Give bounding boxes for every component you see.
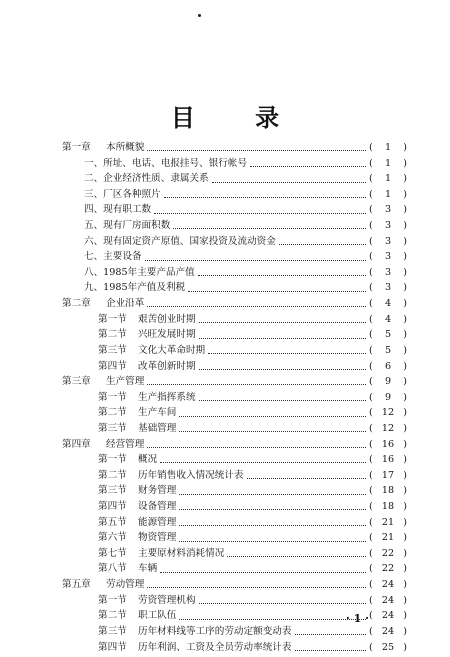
bracket-open: ( (369, 407, 373, 419)
toc-entry-label: 第三章 (62, 376, 91, 388)
toc-entry-page (369, 627, 407, 637)
toc-entry-label: 第六节 (98, 532, 127, 544)
toc-entry-page (369, 408, 407, 418)
bracket-open: ( (369, 641, 373, 653)
page-number-value: 1 (384, 157, 392, 169)
bracket-close: ) (403, 376, 407, 388)
toc-entry-page (369, 190, 407, 200)
toc-entry-title: 设备管理 (138, 501, 177, 513)
toc-entry-page (369, 159, 407, 169)
dot-leader (164, 197, 366, 198)
toc-entry-title: 改革创新时期 (138, 360, 196, 372)
dot-leader (198, 275, 366, 276)
toc-entry-title: 企业沿革 (106, 298, 145, 310)
page-number-value: 12 (381, 407, 395, 419)
bracket-open: ( (369, 469, 373, 481)
toc-entry-label: 第三节 (98, 485, 127, 497)
page-number-value: 9 (384, 376, 392, 388)
toc-entry-page (369, 143, 407, 153)
dot-leader (199, 369, 366, 370)
dot-leader (173, 228, 366, 229)
dot-leader (295, 634, 367, 635)
page-number-value: 1 (384, 173, 392, 185)
toc-entry-item (62, 156, 407, 172)
toc-entry-chapter (62, 374, 407, 390)
toc-entry-title: 八、1985年主要产品产值 (84, 266, 195, 278)
page-number-value: 5 (384, 329, 392, 341)
bracket-close: ) (403, 485, 407, 497)
toc-entry-item (62, 171, 407, 187)
bracket-close: ) (403, 438, 407, 450)
bracket-close: ) (403, 594, 407, 606)
toc-entry-title: 历年利润、工资及全员劳动率统计表 (138, 641, 292, 653)
toc-entry-label: 第一节 (98, 454, 127, 466)
toc-entry-title: 历年销售收入情况统计表 (138, 469, 244, 481)
dot-leader (179, 619, 366, 620)
dot-leader (179, 525, 366, 526)
bracket-close: ) (403, 298, 407, 310)
bracket-close: ) (403, 579, 407, 591)
toc-entry-item (62, 202, 407, 218)
toc-entry-section (62, 452, 407, 468)
dot-leader (147, 587, 366, 588)
bracket-close: ) (403, 344, 407, 356)
toc-entry-label: 第五章 (62, 579, 91, 591)
toc-entry-page (369, 596, 407, 606)
bracket-open: ( (369, 188, 373, 200)
toc-entry-page (369, 362, 407, 372)
toc-entry-section (62, 483, 407, 499)
bracket-close: ) (403, 422, 407, 434)
page-number-value: 18 (381, 501, 395, 513)
page-number-value: 4 (384, 313, 392, 325)
toc-entry-title: 三、厂区各种照片 (84, 188, 161, 200)
page-number-value: 3 (384, 251, 392, 263)
toc-entry-page (369, 174, 407, 184)
toc-entry-title: 能源管理 (138, 516, 177, 528)
bracket-open: ( (369, 563, 373, 575)
bracket-open: ( (369, 235, 373, 247)
page-number-value: 3 (384, 204, 392, 216)
bracket-close: ) (403, 251, 407, 263)
toc-entry-title: 物资管理 (138, 532, 177, 544)
page-number-value: 3 (384, 235, 392, 247)
dot-leader (212, 182, 366, 183)
toc-entry-chapter (62, 140, 407, 156)
page-number-value: 1 (384, 188, 392, 200)
toc-entry-title: 四、现有职工数 (84, 204, 152, 216)
toc-entry-page (369, 268, 407, 278)
toc-entry-title: 生产车间 (138, 407, 177, 419)
bracket-open: ( (369, 454, 373, 466)
page-number-value: 24 (381, 625, 395, 637)
bracket-open: ( (369, 391, 373, 403)
toc-entry-chapter (62, 296, 407, 312)
toc-entry-label: 第二节 (98, 469, 127, 481)
toc-entry-page (369, 486, 407, 496)
toc-entry-page (369, 205, 407, 215)
dot-leader (199, 338, 366, 339)
toc-entry-page (369, 440, 407, 450)
toc-entry-label: 第四节 (98, 501, 127, 513)
toc-entry-title: 历年材料线等工序的劳动定额变动表 (138, 625, 292, 637)
bracket-close: ) (403, 220, 407, 232)
dot-leader (179, 416, 366, 417)
toc-entry-label: 第二节 (98, 610, 127, 622)
toc-entry-page (369, 299, 407, 309)
toc-entry-section (62, 405, 407, 421)
toc-entry-section (62, 530, 407, 546)
ink-speck (198, 14, 201, 17)
toc-entry-title: 七、主要设备 (84, 251, 142, 263)
page-number-value: 5 (384, 344, 392, 356)
toc-entry-page (369, 471, 407, 481)
toc-entry-section (62, 327, 407, 343)
bracket-close: ) (403, 266, 407, 278)
toc-entry-title: 九、1985年产值及利税 (84, 282, 186, 294)
bracket-open: ( (369, 173, 373, 185)
toc-entry-page (369, 611, 407, 621)
bracket-close: ) (403, 157, 407, 169)
dot-leader (179, 509, 366, 510)
bracket-open: ( (369, 485, 373, 497)
bracket-open: ( (369, 532, 373, 544)
bracket-open: ( (369, 422, 373, 434)
toc-entry-title: 概况 (138, 454, 158, 466)
page-number-value: 25 (381, 641, 395, 653)
bracket-open: ( (369, 266, 373, 278)
bracket-close: ) (403, 329, 407, 341)
bracket-close: ) (403, 360, 407, 372)
toc-entry-label: 第三节 (98, 422, 127, 434)
page-number-value: 24 (381, 579, 395, 591)
page-number-value: 6 (384, 360, 392, 372)
toc-entry-section (62, 561, 407, 577)
toc-entry-section (62, 468, 407, 484)
bracket-close: ) (403, 469, 407, 481)
toc-entry-label: 第四章 (62, 438, 91, 450)
bracket-close: ) (403, 142, 407, 153)
toc-entry-section (62, 312, 407, 328)
toc-entry-item (62, 265, 407, 281)
toc-entry-title: 本所概貌 (106, 142, 145, 153)
toc-entry-page (369, 502, 407, 512)
bracket-open: ( (369, 610, 373, 622)
toc-entry-page (369, 455, 407, 465)
toc-entry-page (369, 424, 407, 434)
toc-entry-item (62, 218, 407, 234)
page-number-value: 4 (384, 298, 392, 310)
bracket-close: ) (403, 235, 407, 247)
bracket-close: ) (403, 532, 407, 544)
bracket-open: ( (369, 313, 373, 325)
dot-leader (208, 353, 366, 354)
toc-entry-label: 第一章 (62, 142, 91, 153)
bracket-close: ) (403, 516, 407, 528)
dot-leader (147, 150, 366, 151)
page-title: 目 录 (170, 103, 306, 132)
toc-entry-section (62, 640, 407, 656)
toc-entry-page (369, 643, 407, 653)
toc-entry-section (62, 515, 407, 531)
toc-entry-page (369, 549, 407, 559)
dot-leader (160, 572, 366, 573)
page-number-value: 3 (384, 220, 392, 232)
toc-entry-title: 二、企业经济性质、隶属关系 (84, 173, 209, 185)
toc-entry-item (62, 187, 407, 203)
bracket-open: ( (369, 376, 373, 388)
bracket-close: ) (403, 641, 407, 653)
page-number-value: 22 (381, 563, 395, 575)
page-number-value: 21 (381, 516, 395, 528)
toc-entry-chapter (62, 577, 407, 593)
toc-entry-label: 第四节 (98, 641, 127, 653)
toc-entry-section (62, 499, 407, 515)
toc-entry-page (369, 221, 407, 231)
bracket-close: ) (403, 173, 407, 185)
bracket-close: ) (403, 454, 407, 466)
toc-entry-title: 劳资管理机构 (138, 594, 196, 606)
page-number-value: 24 (381, 610, 395, 622)
bracket-open: ( (369, 220, 373, 232)
bracket-open: ( (369, 594, 373, 606)
bracket-close: ) (403, 547, 407, 559)
bracket-open: ( (369, 298, 373, 310)
bracket-close: ) (403, 625, 407, 637)
dot-leader (154, 213, 366, 214)
toc-entry-item (62, 249, 407, 265)
toc-entry-page (369, 533, 407, 543)
toc-entry-chapter (62, 437, 407, 453)
page-number-value: 3 (384, 266, 392, 278)
bracket-open: ( (369, 360, 373, 372)
toc-entry-section (62, 546, 407, 562)
page-number-value: 21 (381, 532, 395, 544)
toc-entry-label: 第四节 (98, 360, 127, 372)
bracket-close: ) (403, 204, 407, 216)
bracket-close: ) (403, 391, 407, 403)
toc-entry-title: 兴旺发展时期 (138, 329, 196, 341)
dot-leader (295, 650, 367, 651)
bracket-close: ) (403, 282, 407, 294)
toc-entry-page (369, 518, 407, 528)
toc-entry-title: 主要原材料消耗情况 (138, 547, 225, 559)
toc-entry-title: 一、所址、电话、电报挂号、银行帐号 (84, 157, 248, 169)
toc-entry-label: 第二章 (62, 298, 91, 310)
bracket-open: ( (369, 501, 373, 513)
toc-entry-section (62, 343, 407, 359)
bracket-close: ) (403, 563, 407, 575)
toc-entry-section (62, 390, 407, 406)
bracket-open: ( (369, 516, 373, 528)
bracket-open: ( (369, 547, 373, 559)
toc-entry-title: 艰苦创业时期 (138, 313, 196, 325)
toc-entry-title: 六、现有固定资产原值、国家投资及流动资金 (84, 235, 276, 247)
page-number-value: 3 (384, 282, 392, 294)
toc-entry-label: 第三节 (98, 625, 127, 637)
bracket-close: ) (403, 313, 407, 325)
toc-entry-label: 第一节 (98, 594, 127, 606)
toc-entry-section (62, 624, 407, 640)
page-number-value: 9 (384, 391, 392, 403)
toc-entry-title: 基础管理 (138, 422, 177, 434)
toc-entry-title: 职工队伍 (138, 610, 177, 622)
page-number-value: 17 (381, 469, 395, 481)
toc-entry-page (369, 315, 407, 325)
toc-entry-page (369, 377, 407, 387)
page-number-value: 1 (384, 142, 392, 153)
dot-leader (147, 384, 366, 385)
toc-entry-item (62, 234, 407, 250)
toc-entry-label: 第八节 (98, 563, 127, 575)
dot-leader (147, 306, 366, 307)
toc-entry-section (62, 359, 407, 375)
toc-entry-title: 经营管理 (106, 438, 145, 450)
toc-entry-page (369, 346, 407, 356)
bracket-open: ( (369, 329, 373, 341)
bracket-open: ( (369, 142, 373, 153)
dot-leader (179, 431, 366, 432)
toc-entry-page (369, 283, 407, 293)
bracket-open: ( (369, 282, 373, 294)
bracket-open: ( (369, 204, 373, 216)
table-of-contents (62, 140, 407, 655)
toc-entry-page (369, 330, 407, 340)
toc-entry-section (62, 593, 407, 609)
page-number-value: 22 (381, 547, 395, 559)
toc-entry-label: 第二节 (98, 329, 127, 341)
bracket-close: ) (403, 501, 407, 513)
page-number-value: 16 (381, 454, 395, 466)
bracket-open: ( (369, 438, 373, 450)
page-number: · 1 · (346, 612, 369, 625)
bracket-open: ( (369, 251, 373, 263)
toc-entry-label: 第一节 (98, 313, 127, 325)
dot-leader (145, 260, 366, 261)
page-number-value: 16 (381, 438, 395, 450)
toc-entry-label: 第五节 (98, 516, 127, 528)
dot-leader (247, 478, 366, 479)
toc-entry-title: 车辆 (138, 563, 158, 575)
dot-leader (147, 447, 366, 448)
page-number-value: 24 (381, 594, 395, 606)
bracket-open: ( (369, 157, 373, 169)
toc-entry-title: 五、现有厂房面积数 (84, 220, 171, 232)
bracket-open: ( (369, 344, 373, 356)
toc-entry-page (369, 564, 407, 574)
toc-entry-item (62, 280, 407, 296)
toc-entry-page (369, 237, 407, 247)
page-number-value: 12 (381, 422, 395, 434)
toc-entry-label: 第二节 (98, 407, 127, 419)
toc-entry-page (369, 393, 407, 403)
toc-entry-section (62, 421, 407, 437)
dot-leader (199, 400, 366, 401)
toc-entry-title: 财务管理 (138, 485, 177, 497)
toc-entry-page (369, 580, 407, 590)
toc-entry-label: 第一节 (98, 391, 127, 403)
dot-leader (188, 291, 366, 292)
dot-leader (279, 244, 366, 245)
bracket-close: ) (403, 188, 407, 200)
bracket-open: ( (369, 579, 373, 591)
toc-entry-title: 劳动管理 (106, 579, 145, 591)
toc-entry-title: 生产管理 (106, 376, 145, 388)
toc-entry-title: 生产指挥系统 (138, 391, 196, 403)
toc-entry-title: 文化大革命时期 (138, 344, 206, 356)
bracket-close: ) (403, 610, 407, 622)
toc-entry-label: 第三节 (98, 344, 127, 356)
dot-leader (227, 556, 366, 557)
dot-leader (199, 322, 366, 323)
dot-leader (179, 494, 366, 495)
bracket-open: ( (369, 625, 373, 637)
dot-leader (199, 603, 366, 604)
toc-entry-label: 第七节 (98, 547, 127, 559)
dot-leader (179, 541, 366, 542)
dot-leader (250, 166, 366, 167)
bracket-close: ) (403, 407, 407, 419)
dot-leader (160, 462, 366, 463)
page-number-value: 18 (381, 485, 395, 497)
toc-entry-page (369, 252, 407, 262)
